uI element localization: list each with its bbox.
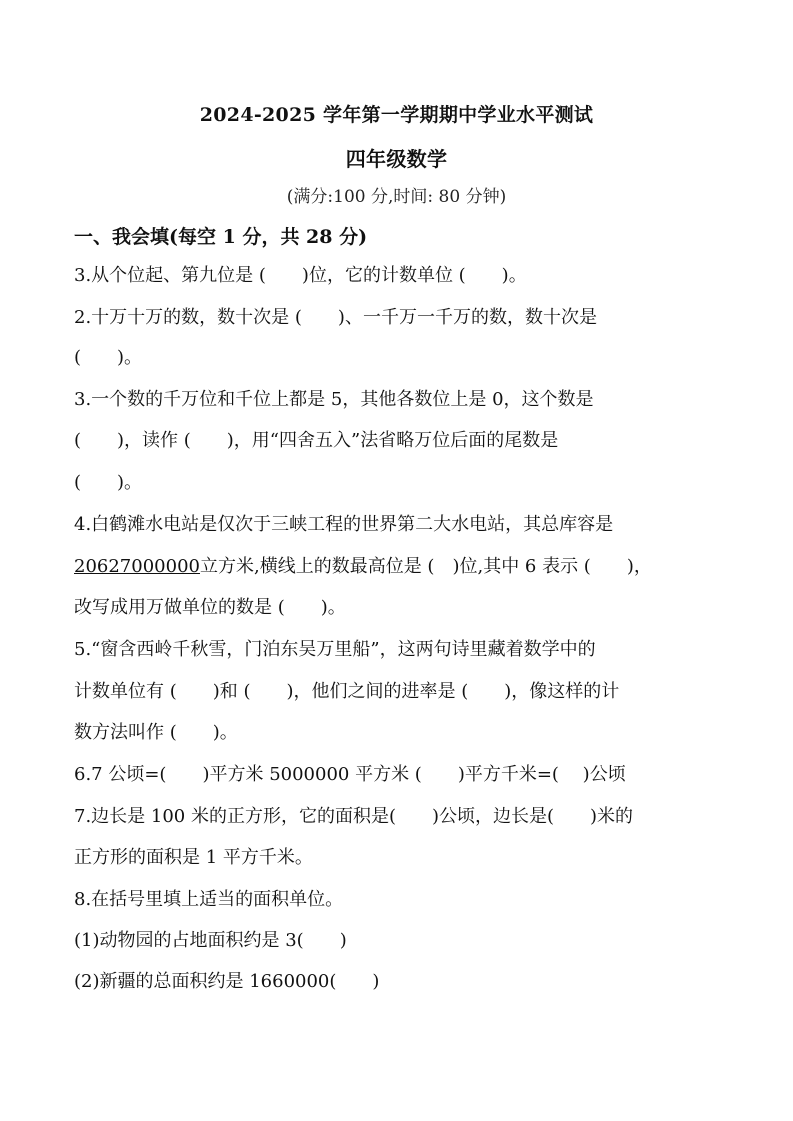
- question-5-line-1: 5.“窗含西岭千秋雪，门泊东吴万里船”，这两句诗里藏着数学中的: [74, 639, 596, 660]
- question-3-line-3: ( )。: [74, 472, 143, 493]
- exam-subtitle: 四年级数学: [345, 147, 448, 171]
- question-3-line-1: 3.一个数的千万位和千位上都是 5，其他各数位上是 0，这个数是: [74, 389, 594, 410]
- question-2-line-1: 2.十万十万的数，数十次是 ( )、一千万一千万的数，数十次是: [74, 307, 597, 328]
- question-7-line-1: 7.边长是 100 米的正方形，它的面积是( )公顷，边长是( )米的: [74, 806, 634, 827]
- question-8: 8.在括号里填上适当的面积单位。: [74, 889, 344, 910]
- question-8-part-2: (2)新疆的总面积约是 1660000( ): [74, 971, 380, 992]
- question-2-line-2: ( )。: [74, 347, 143, 368]
- underlined-number: 20627000000: [74, 556, 200, 577]
- exam-title: 2024-2025 学年第一学期期中学业水平测试: [199, 104, 594, 126]
- question-1: 3.从个位起、第九位是 ( )位，它的计数单位 ( )。: [74, 265, 527, 286]
- question-7-line-2: 正方形的面积是 1 平方千米。: [74, 847, 313, 868]
- question-4-line-2-text: 立方米,横线上的数最高位是 ( )位,其中 6 表示 ( )，: [199, 556, 652, 577]
- question-3-line-2: ( )，读作 ( )，用“四舍五入”法省略万位后面的尾数是: [74, 430, 559, 451]
- exam-meta: (满分:100 分,时间: 80 分钟): [286, 187, 507, 207]
- question-5-line-2: 计数单位有 ( )和 ( )，他们之间的进率是 ( )，像这样的计: [74, 681, 620, 702]
- question-4-line-1: 4.白鹤滩水电站是仅次于三峡工程的世界第二大水电站，其总库容是: [74, 514, 614, 535]
- question-5-line-3: 数方法叫作 ( )。: [74, 722, 238, 743]
- question-8-part-1: (1)动物园的占地面积约是 3( ): [74, 930, 347, 951]
- question-6: 6.7 公顷=( )平方米 5000000 平方米 ( )平方千米=( )公顷: [74, 764, 626, 785]
- question-4-line-2: [74, 555, 724, 579]
- section-heading: 一、我会填(每空 1 分，共 28 分): [74, 226, 368, 248]
- question-4-line-3: 改写成用万做单位的数是 ( )。: [74, 597, 346, 618]
